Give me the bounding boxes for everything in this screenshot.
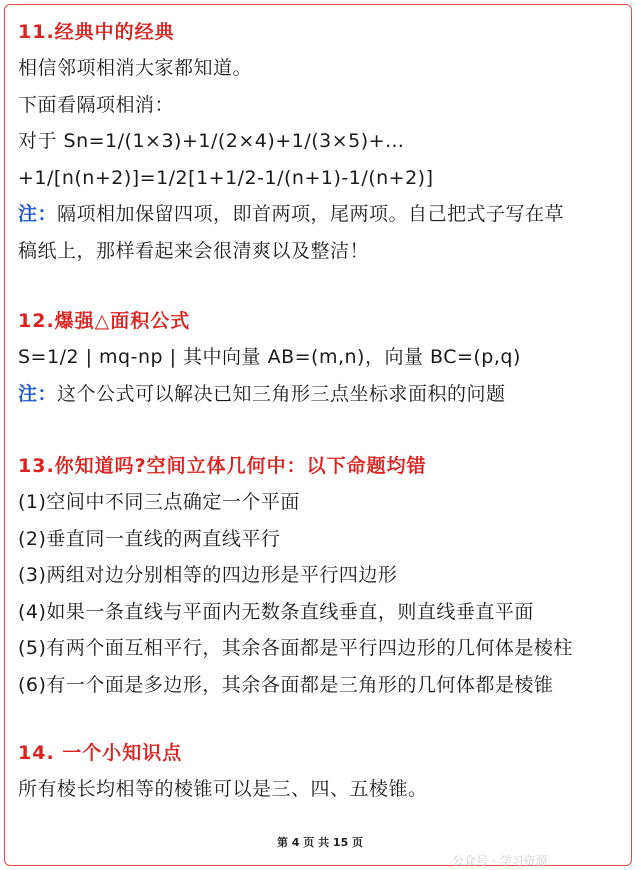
page-number: 第 4 页 共 15 页 [276,836,364,849]
section-11-note [18,196,630,233]
watermark: 公众号 · 学习资源 [452,854,548,868]
section-12-heading: 12.爆强△面积公式 [18,310,191,332]
section-11-formula-2: +1/[n(n+2)]=1/2[1+1/2-1/(n+1)-1/(n+2)] [18,166,434,189]
section-12 [18,303,630,412]
section-11-note-cont: 稿纸上，那样看起来会很清爽以及整洁！ [18,239,370,262]
note-label: 注： [18,203,58,225]
section-14 [18,735,630,808]
section-11-line-2: 下面看隔项相消： [18,93,175,116]
list-item: (4)如果一条直线与平面内无数条直线垂直，则直线垂直平面 [18,600,534,623]
list-item: (5)有两个面互相平行，其余各面都是平行四边形的几何体是棱柱 [18,637,573,659]
document-body [18,14,630,808]
section-11-formula-1: 对于 Sn=1/(1×3)+1/(2×4)+1/(3×5)+… [18,130,405,152]
note-label: 注： [18,382,58,405]
section-13 [18,448,630,703]
list-item: (1)空间中不同三点确定一个平面 [18,491,300,513]
section-12-note [18,376,630,413]
list-item: (3)两组对边分别相等的四边形是平行四边形 [18,564,398,586]
note-text: 隔项相加保留四项，即首两项，尾两项。自己把式子写在草 [57,203,565,225]
section-14-heading: 14. 一个小知识点 [18,742,183,764]
section-11 [18,14,630,269]
note-text: 这个公式可以解决已知三角形三点坐标求面积的问题 [57,382,506,405]
section-13-heading: 13.你知道吗?空间立体几何中：以下命题均错 [18,455,427,477]
list-item: (2)垂直同一直线的两直线平行 [18,527,281,550]
section-11-line-1: 相信邻项相消大家都知道。 [18,57,253,79]
section-11-heading: 11.经典中的经典 [18,21,175,43]
section-12-formula: S=1/2 | mq-np | 其中向量 AB=(m,n)，向量 BC=(p,q) [18,346,521,368]
section-14-text: 所有棱长均相等的棱锥可以是三、四、五棱锥。 [18,778,428,800]
list-item: (6)有一个面是多边形，其余各面都是三角形的几何体都是棱锥 [18,673,554,696]
